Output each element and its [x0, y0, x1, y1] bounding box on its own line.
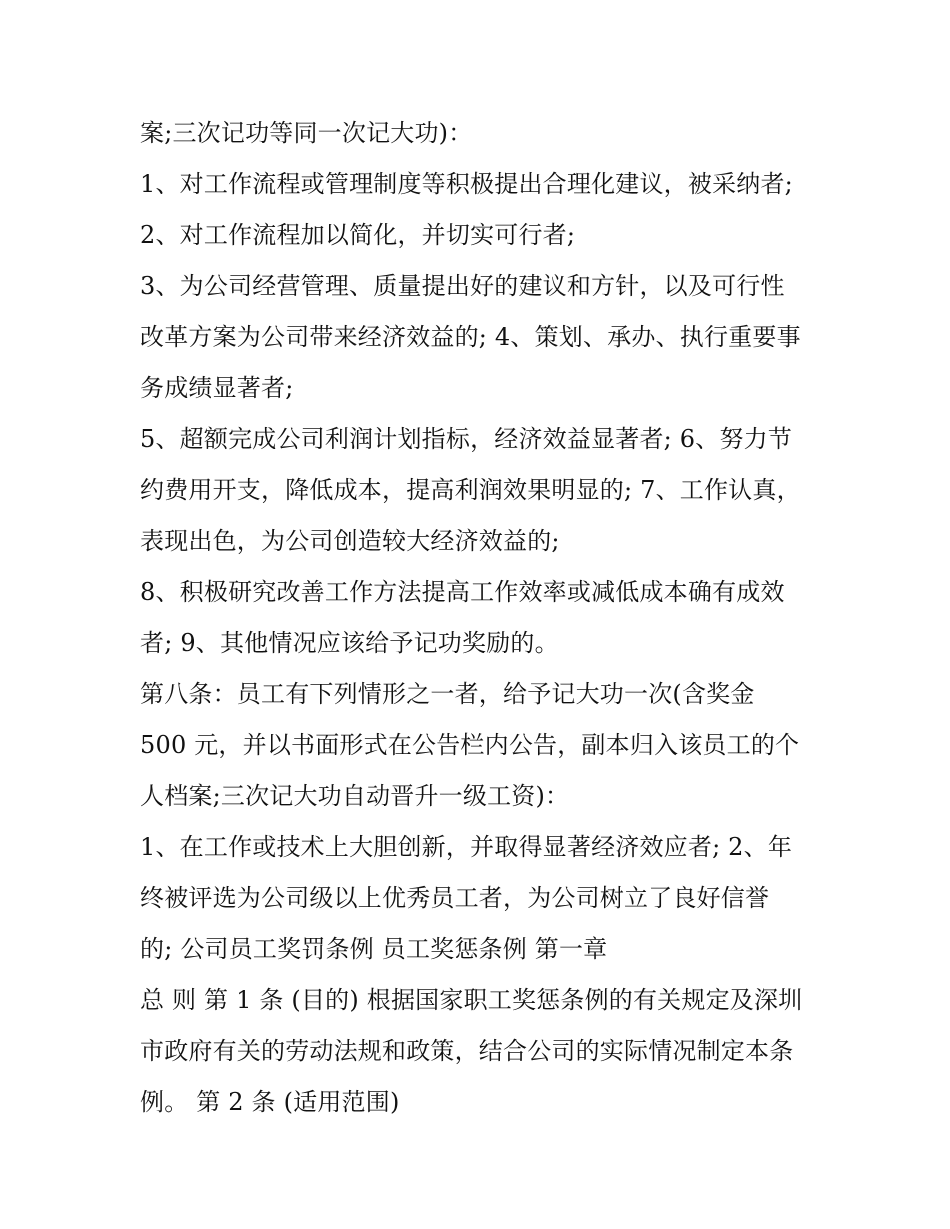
text-line-5: 改革方案为公司带来经济效益的; 4、策划、承办、执行重要事 [140, 323, 801, 351]
text-line-16: 终被评选为公司级以上优秀员工者，为公司树立了良好信誉 [140, 884, 770, 912]
text-line-1: 案;三次记功等同一次记大功)： [140, 119, 473, 147]
text-line-20: 例。 第 2 条 (适用范围) [140, 1088, 400, 1116]
text-line-6: 务成绩显著者; [140, 374, 294, 402]
text-line-7: 5、超额完成公司利润计划指标，经济效益显著者; 6、努力节 [140, 425, 793, 453]
text-line-10: 8、积极研究改善工作方法提高工作效率或减低成本确有成效 [140, 578, 785, 606]
text-line-13: 500 元，并以书面形式在公告栏内公告，副本归入该员工的个 [140, 731, 800, 759]
text-line-2: 1、对工作流程或管理制度等积极提出合理化建议，被采纳者; [140, 170, 793, 198]
text-line-9: 表现出色，为公司创造较大经济效益的; [140, 527, 560, 555]
text-line-3: 2、对工作流程加以简化，并切实可行者; [140, 221, 576, 249]
text-line-15: 1、在工作或技术上大胆创新，并取得显著经济效应者; 2、年 [140, 833, 793, 861]
text-line-11: 者; 9、其他情况应该给予记功奖励的。 [140, 629, 559, 657]
document-body [140, 108, 830, 1128]
text-line-12: 第八条：员工有下列情形之一者，给予记大功一次(含奖金 [140, 680, 755, 708]
text-line-18: 总 则 第 1 条 (目的) 根据国家职工奖惩条例的有关规定及深圳 [140, 986, 803, 1014]
text-line-14: 人档案;三次记大功自动晋升一级工资)： [140, 782, 570, 810]
text-line-8: 约费用开支，降低成本，提高利润效果明显的; 7、工作认真， [140, 476, 801, 504]
text-line-19: 市政府有关的劳动法规和政策，结合公司的实际情况制定本条 [140, 1037, 794, 1065]
text-line-17: 的; 公司员工奖罚条例 员工奖惩条例 第一章 [140, 935, 608, 963]
text-line-4: 3、为公司经营管理、质量提出好的建议和方针，以及可行性 [140, 272, 785, 300]
